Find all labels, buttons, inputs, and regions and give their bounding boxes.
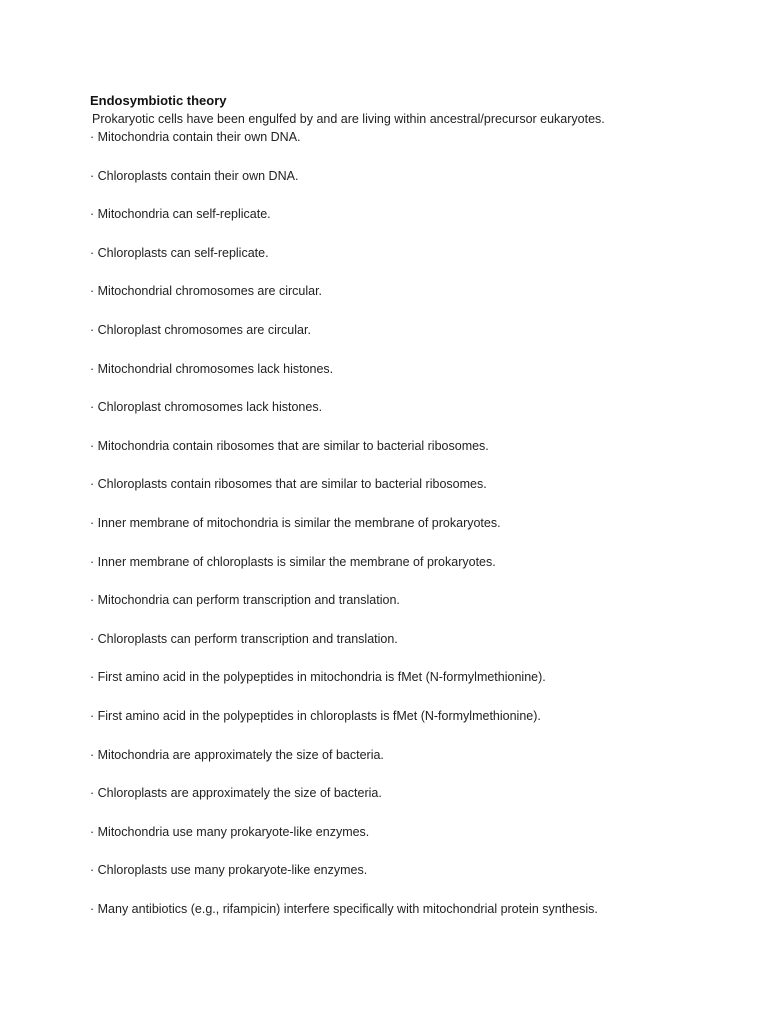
document-page — [90, 92, 750, 938]
list-item: · Inner membrane of chloroplasts is similar the membrane of prokaryotes. — [90, 554, 496, 569]
list-item: · Mitochondria contain their own DNA. — [90, 130, 301, 144]
list-item: · Mitochondria can perform transcription and translation. — [90, 593, 400, 608]
document-intro: Prokaryotic cells have been engulfed by and are living within ancestral/precursor eukaryotes. — [92, 112, 605, 126]
list-item: · Mitochondrial chromosomes are circular. — [90, 284, 323, 299]
list-item: · Mitochondria contain ribosomes that are similar to bacterial ribosomes. — [90, 438, 489, 453]
list-item: · Mitochondrial chromosomes lack histones. — [90, 361, 334, 376]
list-item: · Mitochondria are approximately the size of bacteria. — [90, 747, 384, 762]
evidence-list — [90, 128, 750, 938]
list-item: · Chloroplasts can perform transcription and translation. — [90, 631, 398, 646]
list-item: · Chloroplast chromosomes are circular. — [90, 322, 311, 337]
list-item: · Chloroplasts contain their own DNA. — [90, 168, 299, 183]
list-item: · Chloroplasts are approximately the size of bacteria. — [90, 786, 382, 801]
list-item: · Mitochondria can self-replicate. — [90, 207, 271, 222]
document-title: Endosymbiotic theory — [90, 93, 227, 108]
list-item: · Chloroplast chromosomes lack histones. — [90, 400, 323, 415]
list-item: · Inner membrane of mitochondria is similar the membrane of prokaryotes. — [90, 515, 501, 530]
list-item: · Many antibiotics (e.g., rifampicin) interfere specifically with mitochondrial protein synthesis. — [90, 901, 598, 916]
list-item: · Chloroplasts can self-replicate. — [90, 245, 269, 260]
list-item: · Chloroplasts use many prokaryote-like enzymes. — [90, 863, 368, 878]
list-item: · Mitochondria use many prokaryote-like enzymes. — [90, 824, 370, 839]
list-item: · Chloroplasts contain ribosomes that are similar to bacterial ribosomes. — [90, 477, 487, 492]
list-item: · First amino acid in the polypeptides in mitochondria is fMet (N-formylmethionine). — [90, 670, 546, 685]
list-item: · First amino acid in the polypeptides in chloroplasts is fMet (N-formylmethionine). — [90, 708, 541, 723]
